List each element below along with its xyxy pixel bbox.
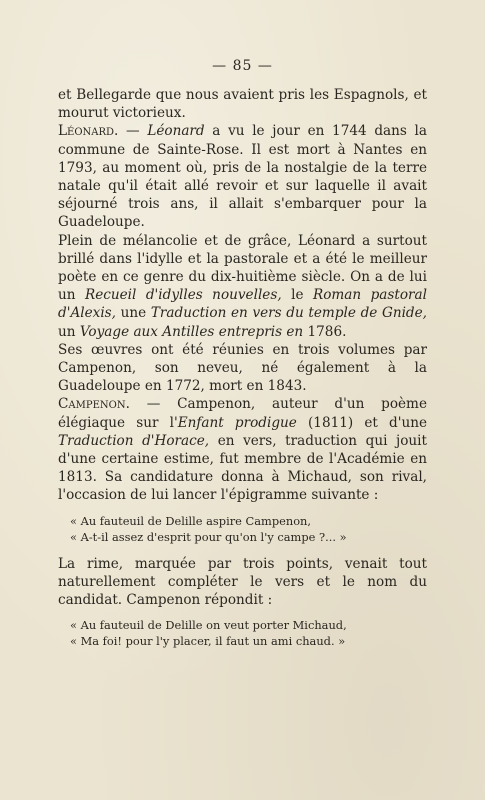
title-traduction-gnide: Traduction en vers du temple de Gnide, xyxy=(150,305,427,322)
page-body xyxy=(58,86,427,657)
entry-name-campenon: Campenon. xyxy=(58,396,130,413)
verse-line: « Au fauteuil de Delille on veut porter Michaud, xyxy=(70,618,347,633)
title-roman-pastoral: Roman pastoral d'Alexis, xyxy=(58,287,427,322)
verse-line: « Au fauteuil de Delille aspire Campenon, xyxy=(70,513,312,528)
paragraph-oeuvres: Ses œuvres ont été réunies en trois volumes par Campenon, son neveu, né également à la Guadeloupe en 1772, mort en 1843. xyxy=(58,341,427,395)
text-run: le xyxy=(281,287,313,304)
title-traduction-horace: Traduction d'Horace, xyxy=(58,432,210,449)
leonard-bio-text: a vu le jour en 1744 dans la commune de Sainte-Rose. Il est mort à Nantes en 1793, au moment où, pris de la nostalgie de la terre natale qu'il était allé revoir et sur laquelle il avait séjourné trois ans, il allait s'embarquer pour la Guadeloupe. xyxy=(58,123,427,231)
text-run: une xyxy=(115,305,151,322)
text-run: en vers, traduction qui jouit d'une certaine estime, fut membre de l'Académie en 1813. Sa candidature donna à Michaud, son rival, l'occasion de lui lancer l'épigramme suivante : xyxy=(58,432,427,504)
verse-line: « Ma foi! pour l'y placer, il faut un ami chaud. » xyxy=(70,634,346,649)
paragraph-rime: La rime, marquée par trois points, venait tout naturellement compléter le vers et le nom du candidat. Campenon répondit : xyxy=(58,555,427,609)
text-run: 1786. xyxy=(303,323,347,340)
title-recueil: Recueil d'idylles nouvelles, xyxy=(84,287,282,304)
entry-name-leonard: Léonard. xyxy=(58,123,119,140)
verse-line: « A-t-il assez d'esprit pour qu'on l'y campe ?... » xyxy=(70,529,347,544)
reply-verse xyxy=(70,617,427,649)
paragraph-leonard xyxy=(58,122,427,231)
text-run: (1811) et d'une xyxy=(296,414,427,431)
title-voyage-antilles: Voyage aux Antilles entrepris en xyxy=(79,323,304,340)
text-run: — Campenon, auteur d'un poème élégiaque sur l' xyxy=(58,396,427,431)
entry-name-leonard-italic: Léonard xyxy=(147,123,205,140)
text-run: un xyxy=(58,323,80,340)
title-enfant-prodigue: Enfant prodigue xyxy=(177,414,297,431)
entry-dash: — xyxy=(118,123,148,140)
text-run: Plein de mélancolie et de grâce, Léonard a surtout brillé dans l'idylle et la pastorale et a été le meilleur poète en ce genre du dix-huitième siècle. On a de lui un xyxy=(58,232,427,304)
paragraph-1: et Bellegarde que nous avaient pris les Espagnols, et mourut victorieux. xyxy=(58,87,427,122)
page-number: — 85 — xyxy=(212,58,273,74)
paragraph-leonard-works xyxy=(58,232,427,341)
paragraph-campenon xyxy=(58,395,427,504)
epigram-verse xyxy=(70,513,427,545)
